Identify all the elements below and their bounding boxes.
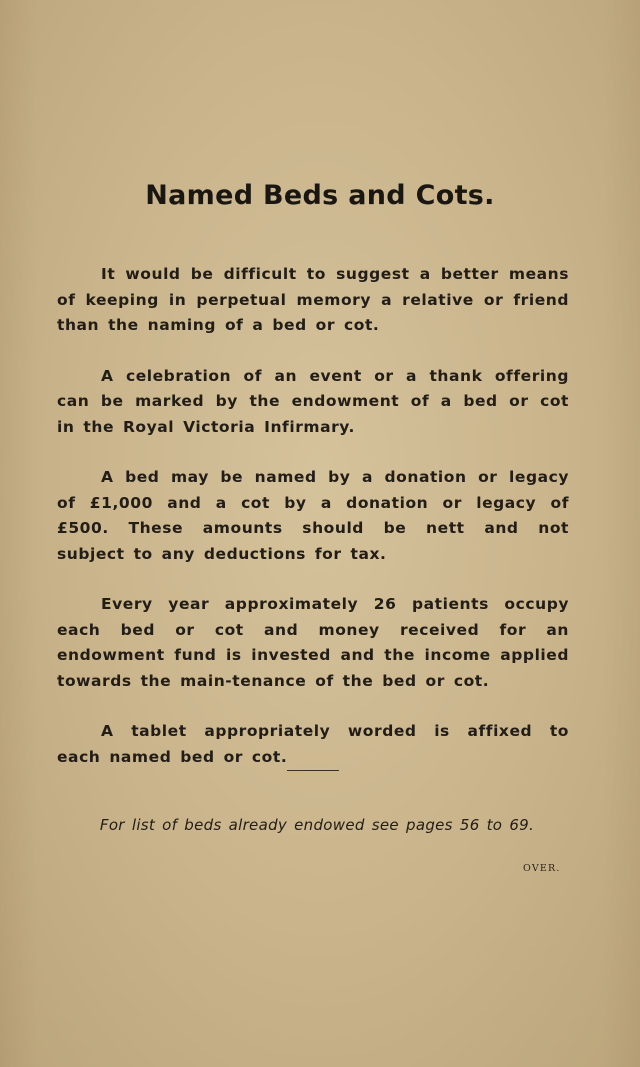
paragraph-celebration: A celebration of an event or a thank offering can be marked by the endowment of a bed or cot in the Royal Victoria Infirmary. <box>57 366 569 436</box>
page-title: Named Beds and Cots. <box>145 180 495 211</box>
paragraph-donation-amounts: A bed may be named by a donation or legacy of £1,000 and a cot by a donation or legacy of £500. These amounts should be nett and not subject to any deductions for tax. <box>57 468 569 563</box>
paragraph-naming: It would be difficult to suggest a better means of keeping in perpetual memory a relative or friend than the naming of a bed or cot. <box>57 265 569 334</box>
section-divider <box>287 770 339 771</box>
body-text <box>57 262 569 795</box>
page-turn-label: OVER. <box>523 863 561 874</box>
paragraph-patients: Every year approximately 26 patients occupy each bed or cot and money received for an endowment fund is invested and the income applied towards the main-tenance of the bed or cot. <box>57 595 569 690</box>
paragraph-tablet: A tablet appropriately worded is affixed to each named bed or cot. <box>57 722 569 766</box>
endowed-beds-note: For list of beds already endowed see pages 56 to 69. <box>99 816 535 834</box>
